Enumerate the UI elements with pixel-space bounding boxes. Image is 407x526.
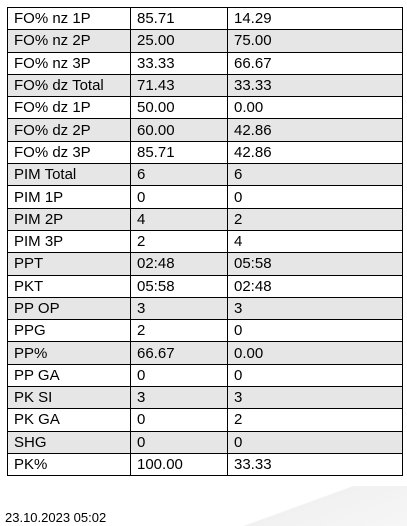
away-value-cell: 6 [228, 164, 403, 186]
table-row [8, 342, 403, 364]
table-row [8, 186, 403, 208]
away-value-cell: 0.00 [228, 97, 403, 119]
stat-label-cell: FO% dz 3P [8, 141, 131, 163]
away-value-cell: 4 [228, 230, 403, 252]
home-value-cell: 60.00 [131, 119, 228, 141]
home-value-cell: 33.33 [131, 52, 228, 74]
stat-label-cell: FO% nz 1P [8, 8, 131, 30]
stat-label-cell: PIM 1P [8, 186, 131, 208]
away-value-cell: 0 [228, 431, 403, 453]
table-row [8, 364, 403, 386]
home-value-cell: 66.67 [131, 342, 228, 364]
away-value-cell: 75.00 [228, 30, 403, 52]
stats-table [7, 7, 403, 476]
table-row [8, 74, 403, 96]
stat-label-cell: PIM 3P [8, 230, 131, 252]
stat-label-cell: PKT [8, 275, 131, 297]
home-value-cell: 50.00 [131, 97, 228, 119]
table-row [8, 208, 403, 230]
table-row [8, 253, 403, 275]
away-value-cell: 3 [228, 297, 403, 319]
stat-label-cell: PPT [8, 253, 131, 275]
stat-label-cell: FO% dz 2P [8, 119, 131, 141]
table-row [8, 97, 403, 119]
table-row [8, 275, 403, 297]
home-value-cell: 2 [131, 230, 228, 252]
away-value-cell: 05:58 [228, 253, 403, 275]
away-value-cell: 66.67 [228, 52, 403, 74]
home-value-cell: 3 [131, 297, 228, 319]
away-value-cell: 2 [228, 409, 403, 431]
table-row [8, 297, 403, 319]
stat-label-cell: PK% [8, 453, 131, 475]
stat-label-cell: FO% nz 2P [8, 30, 131, 52]
table-row [8, 141, 403, 163]
stat-label-cell: PP GA [8, 364, 131, 386]
stat-label-cell: PIM 2P [8, 208, 131, 230]
home-value-cell: 85.71 [131, 8, 228, 30]
table-row [8, 230, 403, 252]
table-row [8, 8, 403, 30]
home-value-cell: 0 [131, 431, 228, 453]
away-value-cell: 33.33 [228, 74, 403, 96]
away-value-cell: 0 [228, 364, 403, 386]
print-timestamp: 23.10.2023 05:02 [5, 510, 107, 525]
home-value-cell: 25.00 [131, 30, 228, 52]
page-corner-shadow [217, 486, 407, 526]
home-value-cell: 0 [131, 186, 228, 208]
home-value-cell: 3 [131, 387, 228, 409]
home-value-cell: 85.71 [131, 141, 228, 163]
home-value-cell: 4 [131, 208, 228, 230]
away-value-cell: 2 [228, 208, 403, 230]
stat-label-cell: PP% [8, 342, 131, 364]
home-value-cell: 2 [131, 320, 228, 342]
away-value-cell: 42.86 [228, 141, 403, 163]
table-row [8, 453, 403, 475]
home-value-cell: 100.00 [131, 453, 228, 475]
table-row [8, 431, 403, 453]
stat-label-cell: PK GA [8, 409, 131, 431]
home-value-cell: 71.43 [131, 74, 228, 96]
away-value-cell: 02:48 [228, 275, 403, 297]
away-value-cell: 14.29 [228, 8, 403, 30]
home-value-cell: 05:58 [131, 275, 228, 297]
stat-label-cell: SHG [8, 431, 131, 453]
table-row [8, 30, 403, 52]
away-value-cell: 3 [228, 387, 403, 409]
table-row [8, 387, 403, 409]
table-row [8, 52, 403, 74]
stat-label-cell: FO% nz 3P [8, 52, 131, 74]
stat-label-cell: FO% dz Total [8, 74, 131, 96]
away-value-cell: 33.33 [228, 453, 403, 475]
away-value-cell: 0 [228, 320, 403, 342]
away-value-cell: 0.00 [228, 342, 403, 364]
home-value-cell: 02:48 [131, 253, 228, 275]
table-row [8, 164, 403, 186]
stat-label-cell: PK SI [8, 387, 131, 409]
table-row [8, 119, 403, 141]
table-row [8, 409, 403, 431]
away-value-cell: 42.86 [228, 119, 403, 141]
stat-label-cell: PP OP [8, 297, 131, 319]
home-value-cell: 6 [131, 164, 228, 186]
stats-table-body [8, 8, 403, 476]
stat-label-cell: PPG [8, 320, 131, 342]
table-row [8, 320, 403, 342]
away-value-cell: 0 [228, 186, 403, 208]
stat-label-cell: PIM Total [8, 164, 131, 186]
home-value-cell: 0 [131, 364, 228, 386]
stat-label-cell: FO% dz 1P [8, 97, 131, 119]
home-value-cell: 0 [131, 409, 228, 431]
